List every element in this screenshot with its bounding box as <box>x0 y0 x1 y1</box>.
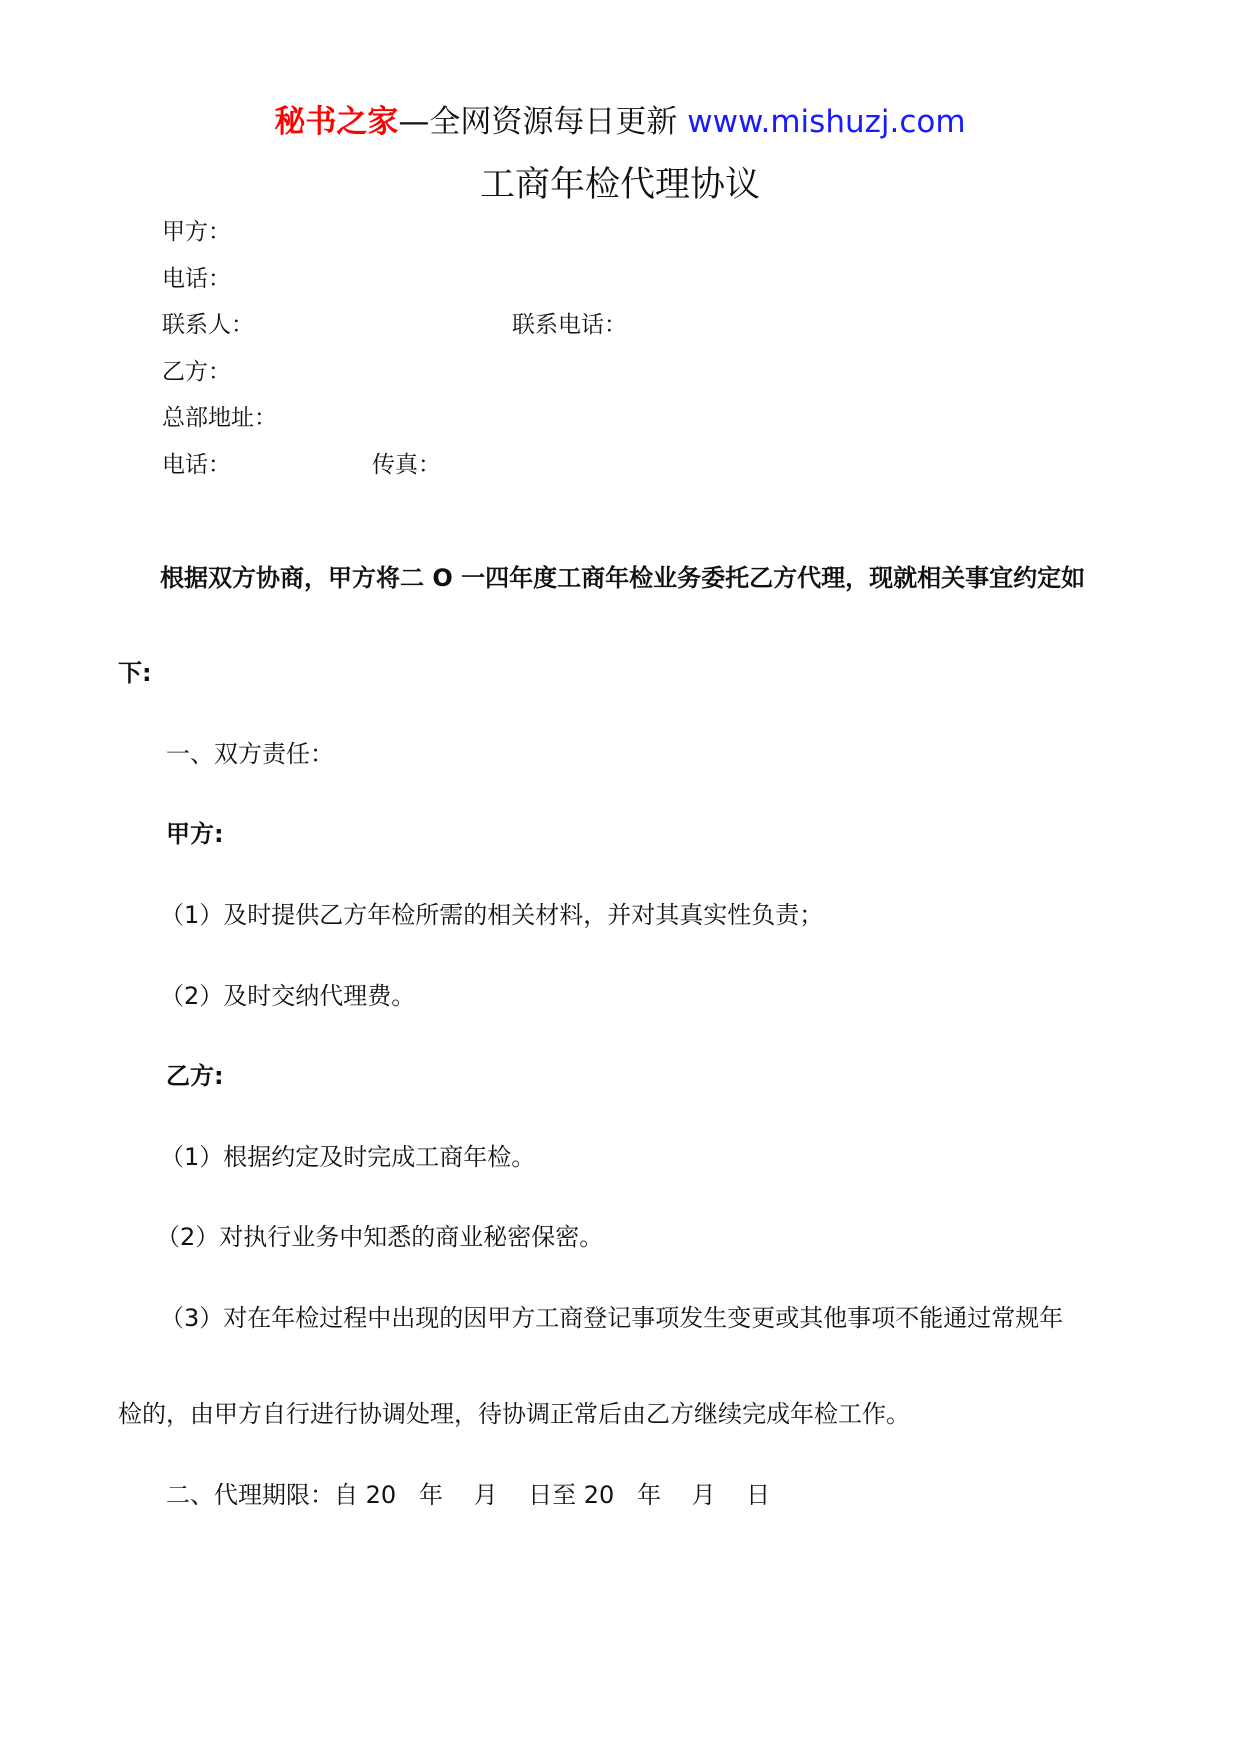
party-b-duty-2: （2）对执行业务中知悉的商业秘密保密。 <box>156 1223 604 1251</box>
party-b-duties-heading: 乙方: <box>166 1062 224 1090</box>
party-a-phone-label: 电话： <box>162 266 231 292</box>
section-1-heading: 一、双方责任： <box>166 740 334 768</box>
intro-paragraph-line-2: 下: <box>118 659 152 687</box>
intro-paragraph-line-1: 根据双方协商，甲方将二 O 一四年度工商年检业务委托乙方代理，现就相关事宜约定如 <box>160 564 1086 592</box>
contact-person-label: 联系人： <box>162 312 254 338</box>
banner-slogan: —全网资源每日更新 <box>398 104 688 140</box>
section-2-agency-period: 二、代理期限：自 20 年 月 日至 20 年 月 日 <box>166 1481 771 1509</box>
hq-address-label: 总部地址： <box>162 405 277 431</box>
fax-label: 传真： <box>372 452 441 478</box>
site-banner <box>0 100 1240 144</box>
party-b-label: 乙方： <box>162 359 231 385</box>
site-url[interactable]: www.mishuzj.com <box>687 104 966 140</box>
party-b-duty-3-line-1: （3）对在年检过程中出现的因甲方工商登记事项发生变更或其他事项不能通过常规年 <box>160 1304 1064 1332</box>
contact-phone-label: 联系电话： <box>512 312 627 338</box>
party-b-duty-1: （1）根据约定及时完成工商年检。 <box>160 1143 536 1171</box>
party-a-duty-1: （1）及时提供乙方年检所需的相关材料，并对其真实性负责； <box>160 901 824 929</box>
party-a-label: 甲方： <box>162 219 231 245</box>
party-b-phone-label: 电话： <box>162 452 231 478</box>
party-a-duties-heading: 甲方: <box>166 820 224 848</box>
brand-name: 秘书之家 <box>274 104 399 140</box>
document-title: 工商年检代理协议 <box>479 165 760 205</box>
party-a-duty-2: （2）及时交纳代理费。 <box>160 982 416 1010</box>
party-b-duty-3-line-2: 检的，由甲方自行进行协调处理，待协调正常后由乙方继续完成年检工作。 <box>118 1400 910 1428</box>
